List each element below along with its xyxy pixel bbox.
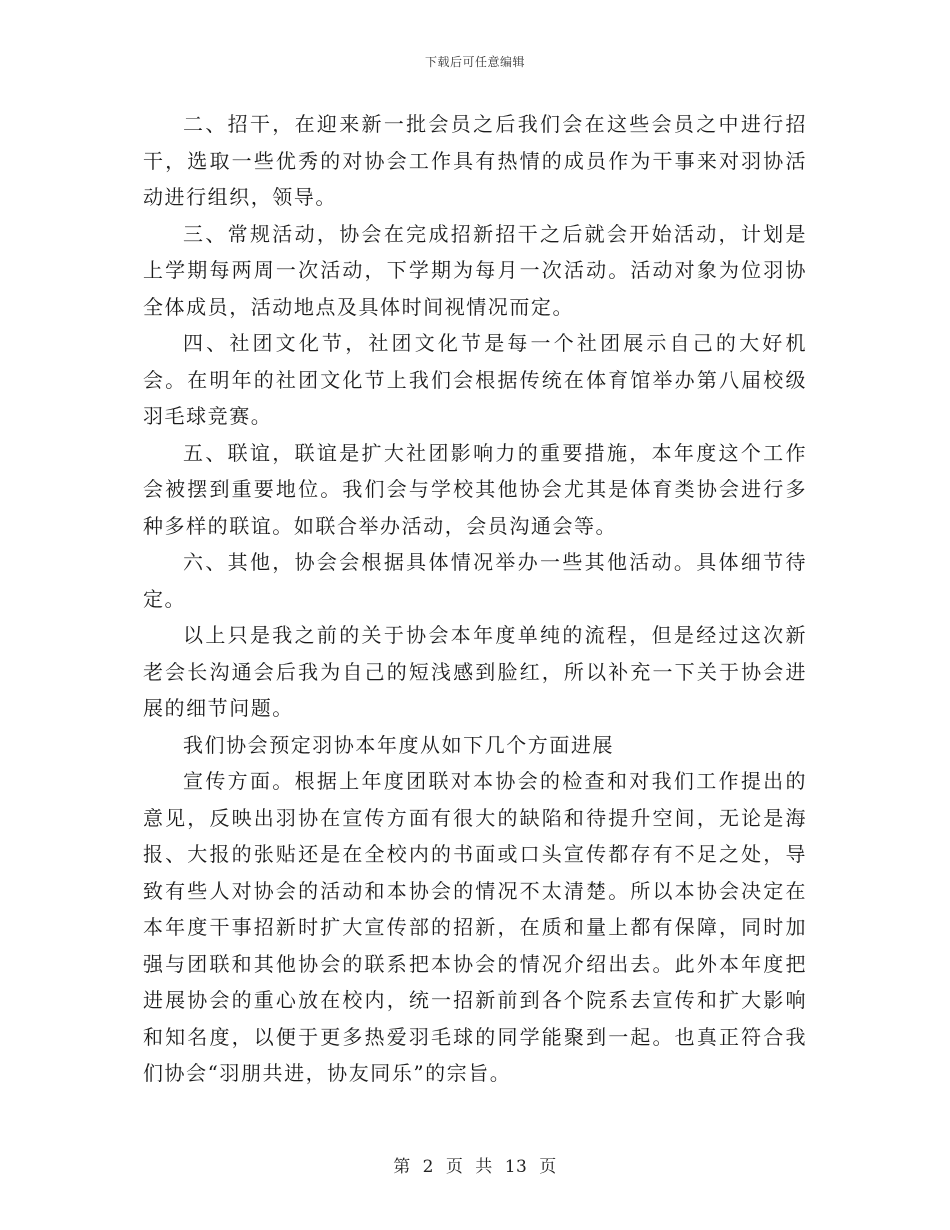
paragraph-other: 六、其他，协会会根据具体情况举办一些其他活动。具体细节待定。 bbox=[143, 550, 807, 611]
paragraph-supplement: 以上只是我之前的关于协会本年度单纯的流程，但是经过这次新老会长沟通会后我为自己的短浅感到脸红，所以补充一下关于协会进展的细节问题。 bbox=[143, 623, 807, 720]
paragraph-publicity: 宣传方面。根据上年度团联对本协会的检查和对我们工作提出的意见，反映出羽协在宣传方面有很大的缺陷和待提升空间，无论是海报、大报的张贴还是在全校内的书面或口头宣传都存有不足之处，导致有些人对协会的活动和本协会的情况不太清楚。所以本协会决定在本年度干事招新时扩大宣传部的招新，在质和量上都有保障，同时加强与团联和其他协会的联系把本协会的情况介绍出去。此外本年度把进展协会的重心放在校内，统一招新前到各个院系去宣传和扩大影响和知名度，以便于更多热爱羽毛球的同学能聚到一起。也真正符合我们协会“羽朋共进，协友同乐”的宗旨。 bbox=[143, 769, 807, 1085]
document-body bbox=[143, 106, 807, 1092]
paragraph-fellowship: 五、联谊，联谊是扩大社团影响力的重要措施，本年度这个工作会被摆到重要地位。我们会与学校其他协会尤其是体育类协会进行多种多样的联谊。如联合举办活动，会员沟通会等。 bbox=[143, 440, 807, 538]
page-number-footer: 第 2 页 共 13 页 bbox=[393, 1157, 557, 1177]
page-header-note: 下载后可任意编辑 bbox=[424, 55, 525, 69]
paragraph-plan-intro: 我们协会预定羽协本年度从如下几个方面进展 bbox=[183, 732, 614, 757]
paragraph-regular-activities: 三、常规活动，协会在完成招新招干之后就会开始活动，计划是上学期每两周一次活动，下学期为每月一次活动。活动对象为位羽协全体成员，活动地点及具体时间视情况而定。 bbox=[143, 221, 807, 319]
paragraph-culture-festival: 四、社团文化节，社团文化节是每一个社团展示自己的大好机会。在明年的社团文化节上我们会根据传统在体育馆举办第八届校级羽毛球竞赛。 bbox=[143, 331, 807, 428]
paragraph-recruit-officers: 二、招干，在迎来新一批会员之后我们会在这些会员之中进行招干，选取一些优秀的对协会工作具有热情的成员作为干事来对羽协活动进行组织，领导。 bbox=[143, 112, 807, 209]
